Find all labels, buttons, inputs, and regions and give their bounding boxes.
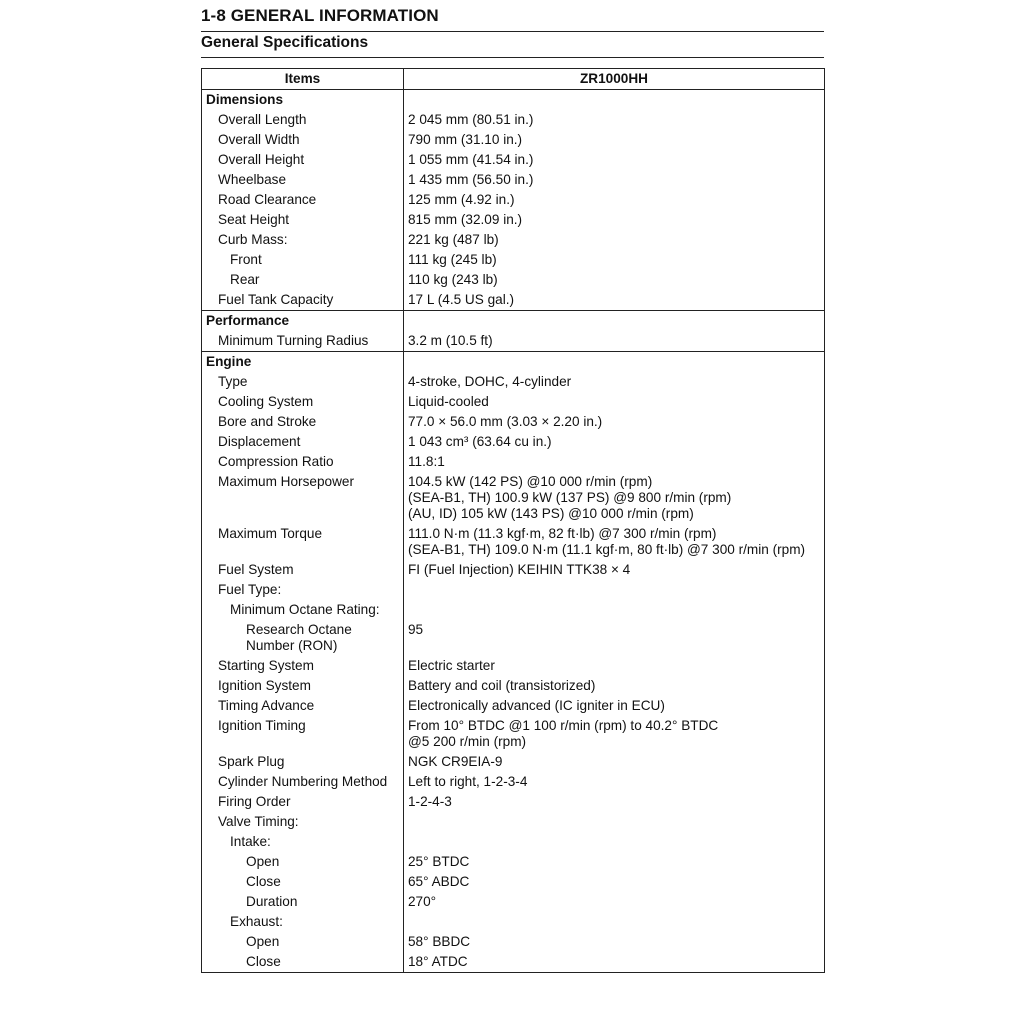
item-value <box>404 524 825 560</box>
item-label: Cylinder Numbering Method <box>202 772 404 792</box>
item-label: Close <box>202 952 404 973</box>
value-line: 104.5 kW (142 PS) @10 000 r/min (rpm) <box>408 474 653 489</box>
item-label: Type <box>202 372 404 392</box>
section-title: General Specifications <box>201 34 369 51</box>
chapter-title: 1-8 GENERAL INFORMATION <box>201 6 439 25</box>
item-value: Battery and coil (transistorized) <box>404 676 825 696</box>
section-row-dimensions <box>202 90 825 111</box>
item-label: Fuel System <box>202 560 404 580</box>
item-value: Electric starter <box>404 656 825 676</box>
table-row <box>202 600 825 620</box>
item-value: 790 mm (31.10 in.) <box>404 130 825 150</box>
table-row <box>202 110 825 130</box>
column-header-model: ZR1000HH <box>404 69 825 90</box>
table-row <box>202 580 825 600</box>
item-label: Fuel Tank Capacity <box>202 290 404 311</box>
item-label: Wheelbase <box>202 170 404 190</box>
label-line: Research Octane <box>246 622 352 637</box>
item-value: 17 L (4.5 US gal.) <box>404 290 825 311</box>
table-row <box>202 932 825 952</box>
item-label: Overall Length <box>202 110 404 130</box>
table-row <box>202 290 825 311</box>
table-row <box>202 560 825 580</box>
item-value: 18° ATDC <box>404 952 825 973</box>
table-row <box>202 270 825 290</box>
table-row <box>202 656 825 676</box>
item-label: Firing Order <box>202 792 404 812</box>
table-row <box>202 952 825 973</box>
table-row <box>202 852 825 872</box>
item-value: 95 <box>404 620 825 656</box>
table-row <box>202 472 825 524</box>
table-row <box>202 812 825 832</box>
section-label: Dimensions <box>202 90 404 111</box>
item-value: Electronically advanced (IC igniter in ECU) <box>404 696 825 716</box>
item-value: NGK CR9EIA-9 <box>404 752 825 772</box>
table-row <box>202 331 825 352</box>
value-line: (SEA-B1, TH) 109.0 N·m (11.1 kgf·m, 80 ft·lb) @7 300 r/min (rpm) <box>408 542 806 557</box>
section-label: Performance <box>202 311 404 332</box>
item-label: Close <box>202 872 404 892</box>
table-row <box>202 772 825 792</box>
item-label: Maximum Torque <box>202 524 404 560</box>
item-label: Road Clearance <box>202 190 404 210</box>
item-value: 77.0 × 56.0 mm (3.03 × 2.20 in.) <box>404 412 825 432</box>
item-label: Ignition System <box>202 676 404 696</box>
section-row-engine <box>202 352 825 373</box>
item-label: Displacement <box>202 432 404 452</box>
item-label: Front <box>202 250 404 270</box>
table-row <box>202 150 825 170</box>
item-value: 58° BBDC <box>404 932 825 952</box>
item-label: Duration <box>202 892 404 912</box>
value-line: (SEA-B1, TH) 100.9 kW (137 PS) @9 800 r/min (rpm) <box>408 490 732 505</box>
table-header-row <box>202 69 825 90</box>
item-label: Rear <box>202 270 404 290</box>
item-label: Intake: <box>202 832 404 852</box>
table-row <box>202 392 825 412</box>
table-row <box>202 716 825 752</box>
item-label: Ignition Timing <box>202 716 404 752</box>
item-value <box>404 472 825 524</box>
table-row <box>202 832 825 852</box>
item-value: 125 mm (4.92 in.) <box>404 190 825 210</box>
item-value: 11.8:1 <box>404 452 825 472</box>
section-rule <box>201 57 824 58</box>
table-row <box>202 412 825 432</box>
title-rule <box>201 31 824 32</box>
item-value: Liquid-cooled <box>404 392 825 412</box>
table-row <box>202 170 825 190</box>
value-line: 111.0 N·m (11.3 kgf·m, 82 ft·lb) @7 300 r/min (rpm) <box>408 526 717 541</box>
table-row <box>202 696 825 716</box>
item-value: 110 kg (243 lb) <box>404 270 825 290</box>
item-value: 2 045 mm (80.51 in.) <box>404 110 825 130</box>
item-label: Timing Advance <box>202 696 404 716</box>
item-value: FI (Fuel Injection) KEIHIN TTK38 × 4 <box>404 560 825 580</box>
item-value: 25° BTDC <box>404 852 825 872</box>
column-header-items: Items <box>202 69 404 90</box>
item-label: Seat Height <box>202 210 404 230</box>
item-label: Bore and Stroke <box>202 412 404 432</box>
item-label: Open <box>202 932 404 952</box>
table-row <box>202 210 825 230</box>
item-label: Minimum Turning Radius <box>202 331 404 352</box>
value-line: From 10° BTDC @1 100 r/min (rpm) to 40.2° BTDC <box>408 718 719 733</box>
table-row <box>202 752 825 772</box>
item-value: 1 043 cm³ (63.64 cu in.) <box>404 432 825 452</box>
item-label: Fuel Type: <box>202 580 404 600</box>
table-row <box>202 432 825 452</box>
item-label: Exhaust: <box>202 912 404 932</box>
item-value <box>404 716 825 752</box>
table-row <box>202 230 825 250</box>
table-row <box>202 912 825 932</box>
item-value: 221 kg (487 lb) <box>404 230 825 250</box>
table-row <box>202 792 825 812</box>
table-row <box>202 452 825 472</box>
item-label: Starting System <box>202 656 404 676</box>
table-row <box>202 620 825 656</box>
table-row <box>202 676 825 696</box>
item-label: Compression Ratio <box>202 452 404 472</box>
table-row <box>202 524 825 560</box>
item-value: Left to right, 1-2-3-4 <box>404 772 825 792</box>
item-label: Curb Mass: <box>202 230 404 250</box>
item-value: 111 kg (245 lb) <box>404 250 825 270</box>
specifications-table <box>201 68 825 973</box>
section-label: Engine <box>202 352 404 373</box>
item-label: Minimum Octane Rating: <box>202 600 404 620</box>
item-value: 1 435 mm (56.50 in.) <box>404 170 825 190</box>
item-value: 815 mm (32.09 in.) <box>404 210 825 230</box>
table-row <box>202 250 825 270</box>
item-value: 1 055 mm (41.54 in.) <box>404 150 825 170</box>
item-value: 4-stroke, DOHC, 4-cylinder <box>404 372 825 392</box>
item-label: Overall Width <box>202 130 404 150</box>
item-label <box>202 620 404 656</box>
item-label: Cooling System <box>202 392 404 412</box>
table-row <box>202 892 825 912</box>
item-label: Overall Height <box>202 150 404 170</box>
item-label: Spark Plug <box>202 752 404 772</box>
item-value: 65° ABDC <box>404 872 825 892</box>
section-row-performance <box>202 311 825 332</box>
value-line: (AU, ID) 105 kW (143 PS) @10 000 r/min (rpm) <box>408 506 694 521</box>
item-label: Valve Timing: <box>202 812 404 832</box>
table-row <box>202 372 825 392</box>
table-row <box>202 190 825 210</box>
item-label: Open <box>202 852 404 872</box>
label-line: Number (RON) <box>246 638 338 653</box>
table-row <box>202 130 825 150</box>
item-value: 3.2 m (10.5 ft) <box>404 331 825 352</box>
item-value: 270° <box>404 892 825 912</box>
item-label: Maximum Horsepower <box>202 472 404 524</box>
value-line: @5 200 r/min (rpm) <box>408 734 527 749</box>
table-row <box>202 872 825 892</box>
item-value: 1-2-4-3 <box>404 792 825 812</box>
